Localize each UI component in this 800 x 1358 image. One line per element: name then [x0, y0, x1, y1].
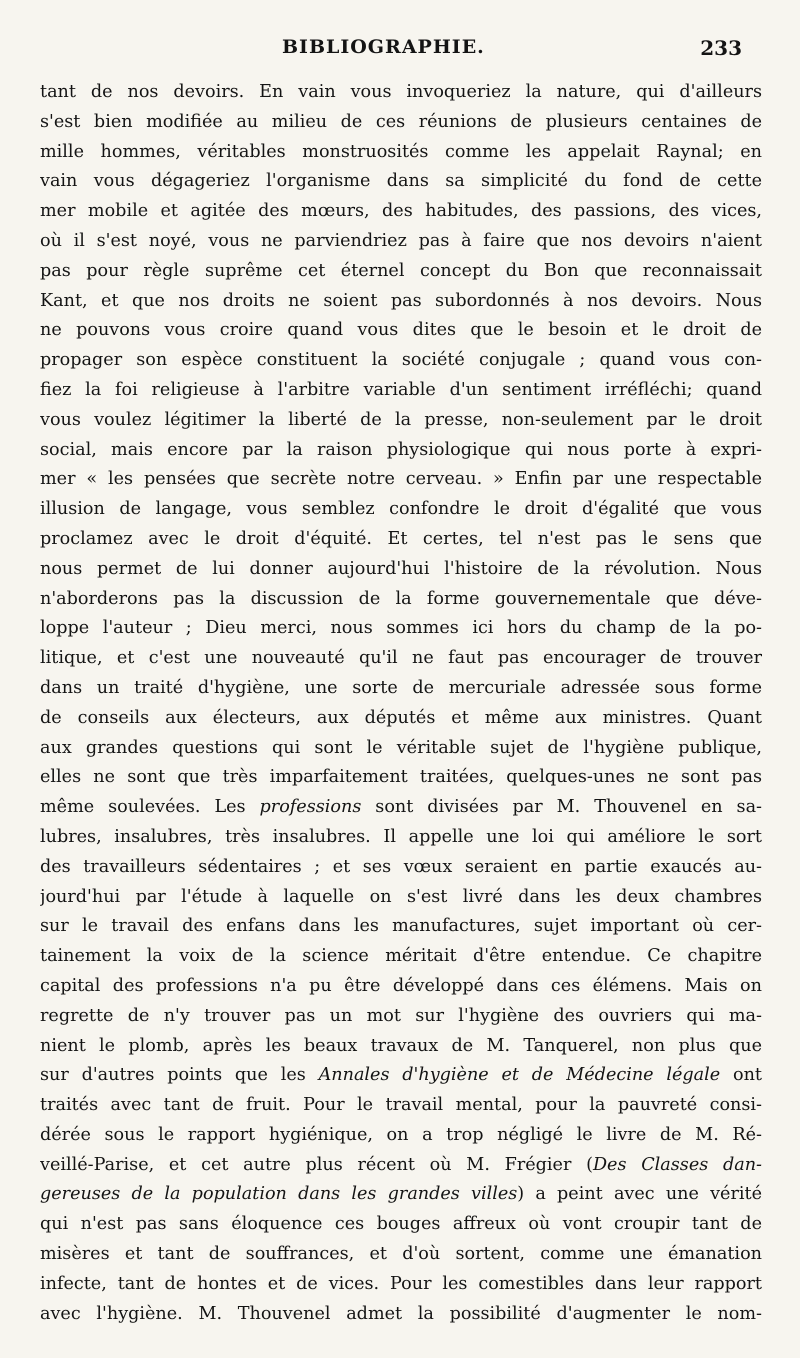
italic-text: Des Classes dan-	[592, 1154, 762, 1175]
text-segment: infecte, tant de hontes et de vices. Pour les comestibles dans leur rapport	[40, 1273, 762, 1294]
text-segment: vous voulez légitimer la liberté de la presse, non-seulement par le droit	[40, 409, 762, 430]
text-line	[40, 1300, 762, 1330]
text-line	[40, 197, 762, 227]
text-line	[40, 734, 762, 764]
page-number: 233	[700, 36, 742, 60]
text-segment: mer mobile et agitée des mœurs, des habitudes, des passions, des vices,	[40, 201, 762, 222]
text-line	[40, 972, 762, 1002]
text-line	[40, 406, 762, 436]
running-title: BIBLIOGRAPHIE.	[282, 36, 485, 58]
text-line	[40, 436, 762, 466]
text-line	[40, 555, 762, 585]
text-line	[40, 763, 762, 793]
text-line	[40, 78, 762, 108]
text-segment: avec l'hygiène. M. Thouvenel admet la possibilité d'augmenter le nom-	[40, 1303, 762, 1324]
text-line	[40, 108, 762, 138]
text-segment: vain vous dégageriez l'organisme dans sa simplicité du fond de cette	[40, 171, 762, 192]
text-segment: proclamez avec le droit d'équité. Et certes, tel n'est pas le sens que	[40, 528, 762, 549]
text-segment: n'aborderons pas la discussion de la forme gouvernementale que déve-	[40, 588, 762, 609]
text-segment: regrette de n'y trouver pas un mot sur l'hygiène des ouvriers qui ma-	[40, 1005, 762, 1026]
text-line	[40, 942, 762, 972]
text-segment: social, mais encore par la raison physiologique qui nous porte à expri-	[40, 439, 762, 460]
text-segment: même soulevées. Les	[40, 797, 260, 818]
italic-text: professions	[259, 797, 362, 818]
text-line	[40, 793, 762, 823]
italic-text: Annales d'hygiène et de Médecine légale	[318, 1065, 721, 1086]
text-line	[40, 704, 762, 734]
text-segment: loppe l'auteur ; Dieu merci, nous sommes ici hors du champ de la po-	[40, 618, 762, 639]
text-segment: capital des professions n'a pu être développé dans ces élémens. Mais on	[40, 975, 762, 996]
text-line	[40, 316, 762, 346]
italic-text: gereuses de la population dans les grandes villes	[40, 1184, 518, 1205]
text-line	[40, 346, 762, 376]
text-segment: veillé-Parise, et cet autre plus récent où M. Frégier (	[40, 1154, 593, 1175]
text-line	[40, 1002, 762, 1032]
text-segment: nient le plomb, après les beaux travaux de M. Tanquerel, non plus que	[40, 1035, 762, 1056]
text-line	[40, 257, 762, 287]
text-line	[40, 138, 762, 168]
text-segment: pas pour règle suprême cet éternel concept du Bon que reconnaissait	[40, 260, 762, 281]
text-line	[40, 1061, 762, 1091]
text-line	[40, 1270, 762, 1300]
text-segment: dans un traité d'hygiène, une sorte de mercuriale adressée sous forme	[40, 677, 762, 698]
text-segment: jourd'hui par l'étude à laquelle on s'est livré dans les deux chambres	[40, 886, 762, 907]
text-line	[40, 1180, 762, 1210]
text-line	[40, 912, 762, 942]
text-segment: sur d'autres points que les	[40, 1065, 319, 1086]
text-segment: misères et tant de souffrances, et d'où sortent, comme une émanation	[40, 1244, 762, 1265]
body-text	[40, 78, 762, 1329]
text-segment: qui n'est pas sans éloquence ces bouges affreux où vont croupir tant de	[40, 1214, 762, 1235]
text-segment: ne pouvons vous croire quand vous dites que le besoin et le droit de	[40, 320, 762, 341]
text-segment: sont divisées par M. Thouvenel en sa-	[361, 797, 762, 818]
text-segment: tainement la voix de la science méritait d'être entendue. Ce chapitre	[40, 946, 762, 967]
text-segment: dérée sous le rapport hygiénique, on a trop négligé le livre de M. Ré-	[40, 1124, 762, 1145]
text-line	[40, 1032, 762, 1062]
text-segment: s'est bien modifiée au milieu de ces réunions de plusieurs centaines de	[40, 111, 762, 132]
text-segment: ) a peint avec une vérité	[517, 1184, 762, 1205]
text-line	[40, 1091, 762, 1121]
text-segment: de conseils aux électeurs, aux députés et même aux ministres. Quant	[40, 707, 762, 728]
text-line	[40, 883, 762, 913]
text-line	[40, 1210, 762, 1240]
text-line	[40, 465, 762, 495]
text-line	[40, 376, 762, 406]
text-segment: traités avec tant de fruit. Pour le travail mental, pour la pauvreté consi-	[40, 1095, 762, 1116]
text-line	[40, 1151, 762, 1181]
text-line	[40, 853, 762, 883]
text-segment: lubres, insalubres, très insalubres. Il appelle une loi qui améliore le sort	[40, 826, 762, 847]
text-segment: mille hommes, véritables monstruosités comme les appelait Raynal; en	[40, 141, 762, 162]
text-segment: aux grandes questions qui sont le véritable sujet de l'hygiène publique,	[40, 737, 762, 758]
text-line	[40, 1121, 762, 1151]
text-line	[40, 585, 762, 615]
text-line	[40, 823, 762, 853]
text-line	[40, 1240, 762, 1270]
running-head	[0, 36, 800, 72]
text-segment: des travailleurs sédentaires ; et ses vœux seraient en partie exaucés au-	[40, 856, 762, 877]
text-segment: où il s'est noyé, vous ne parviendriez pas à faire que nos devoirs n'aient	[40, 230, 762, 251]
text-segment: nous permet de lui donner aujourd'hui l'histoire de la révolution. Nous	[40, 558, 762, 579]
text-segment: sur le travail des enfans dans les manufactures, sujet important où cer-	[40, 916, 762, 937]
text-segment: illusion de langage, vous semblez confondre le droit d'égalité que vous	[40, 499, 762, 520]
text-line	[40, 167, 762, 197]
text-segment: Kant, et que nos droits ne soient pas subordonnés à nos devoirs. Nous	[40, 290, 762, 311]
text-segment: fiez la foi religieuse à l'arbitre variable d'un sentiment irréfléchi; quand	[40, 379, 762, 400]
text-line	[40, 674, 762, 704]
text-line	[40, 227, 762, 257]
text-segment: mer « les pensées que secrète notre cerveau. » Enfin par une respectable	[40, 469, 762, 490]
text-segment: tant de nos devoirs. En vain vous invoqueriez la nature, qui d'ailleurs	[40, 82, 762, 102]
text-line	[40, 495, 762, 525]
text-line	[40, 525, 762, 555]
text-segment: elles ne sont que très imparfaitement traitées, quelques-unes ne sont pas	[40, 767, 762, 788]
text-line	[40, 614, 762, 644]
text-line	[40, 287, 762, 317]
text-line	[40, 644, 762, 674]
text-segment: ont	[720, 1065, 762, 1086]
text-segment: litique, et c'est une nouveauté qu'il ne faut pas encourager de trouver	[40, 648, 762, 669]
text-segment: propager son espèce constituent la société conjugale ; quand vous con-	[40, 350, 762, 371]
